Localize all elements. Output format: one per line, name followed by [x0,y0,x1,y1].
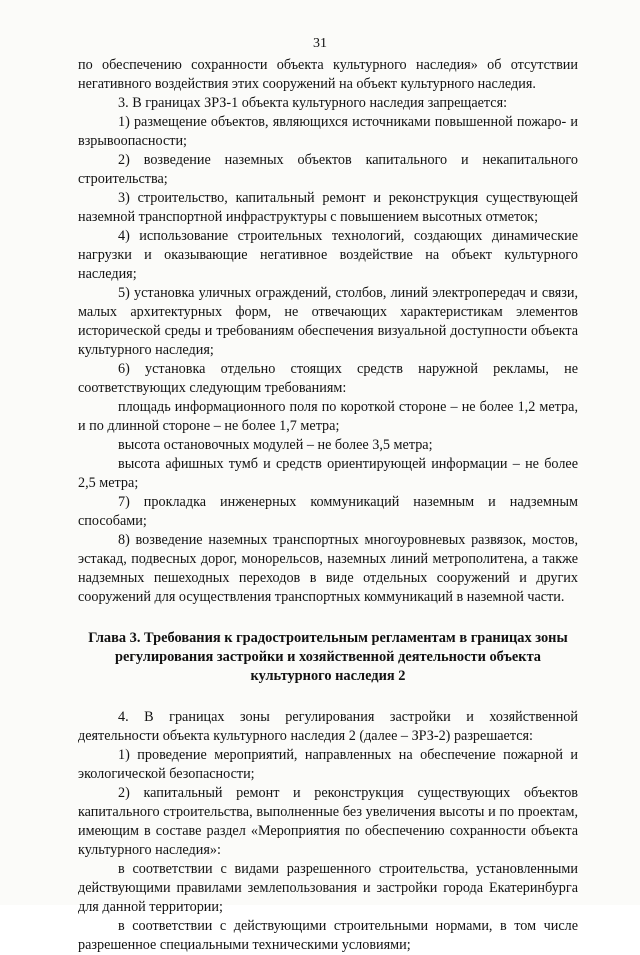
section-3-item-7: 7) прокладка инженерных коммуникаций наземным и надземным способами; [78,494,578,529]
ad-requirement-1: площадь информационного поля по короткой стороне – не более 1,2 метра, и по длинной стороне – не более 1,7 метра; [78,399,578,434]
section-3-lead: 3. В границах ЗРЗ-1 объекта культурного наследия запрещается: [118,95,508,111]
section-3-item-6: 6) установка отдельно стоящих средств наружной рекламы, не соответствующих следующим требованиям: [78,361,578,396]
section-4-item-2: 2) капитальный ремонт и реконструкция существующих объектов капитального строительства, выполненные без увеличения высоты и по проектам, имеющим в составе раздел «Мероприятия по обеспечению сохранности объекта культурного наследия»: [78,785,578,858]
intro-continuation: по обеспечению сохранности объекта культурного наследия» об отсутствии негативного воздействия этих сооружений на объект культурного наследия. [78,57,578,92]
ad-requirement-3: высота афишных тумб и средств ориентирующей информации – не более 2,5 метра; [78,456,578,491]
chapter-3-heading: Глава 3. Требования к градостроительным регламентам в границах зоны регулирования застройки и хозяйственной деятельности объекта культурного наследия 2 [88,630,568,684]
section-4-sub-item-2: в соответствии с действующими строительными нормами, в том числе разрешенное специальными техническими условиями; [78,918,578,953]
section-4-item-1: 1) проведение мероприятий, направленных на обеспечение пожарной и экологической безопасности; [78,747,578,782]
section-3-item-3: 3) строительство, капитальный ремонт и реконструкция существующей наземной транспортной инфраструктуры с повышением высотных отметок; [78,190,578,225]
document-body [78,56,578,955]
page-number: 31 [313,36,327,51]
section-4-sub-item-1: в соответствии с видами разрешенного строительства, установленными действующими правилами землепользования и застройки города Екатеринбурга для данной территории; [78,861,578,915]
section-3-item-8: 8) возведение наземных транспортных многоуровневых развязок, мостов, эстакад, подвесных дорог, монорельсов, наземных линий метрополитена, а также надземных пешеходных переходов в виде отдельных сооружений и других сооружений для осуществления транспортных коммуникаций в наземной части. [78,532,578,605]
section-3-item-1: 1) размещение объектов, являющихся источниками повышенной пожаро- и взрывоопасности; [78,114,578,149]
section-3-item-5: 5) установка уличных ограждений, столбов, линий электропередач и связи, малых архитектурных форм, не отвечающих характеристикам элементов исторической среды и требованиям обеспечения визуальной доступности объекта культурного наследия; [78,285,578,358]
ad-requirement-2: высота остановочных модулей – не более 3,5 метра; [118,437,433,453]
section-4-lead: 4. В границах зоны регулирования застройки и хозяйственной деятельности объекта культурного наследия 2 (далее – ЗРЗ-2) разрешается: [78,709,578,744]
section-3-item-4: 4) использование строительных технологий, создающих динамические нагрузки и оказывающие негативное воздействие на объект культурного наследия; [78,228,578,282]
section-3-item-2: 2) возведение наземных объектов капитального и некапитального строительства; [78,152,578,187]
